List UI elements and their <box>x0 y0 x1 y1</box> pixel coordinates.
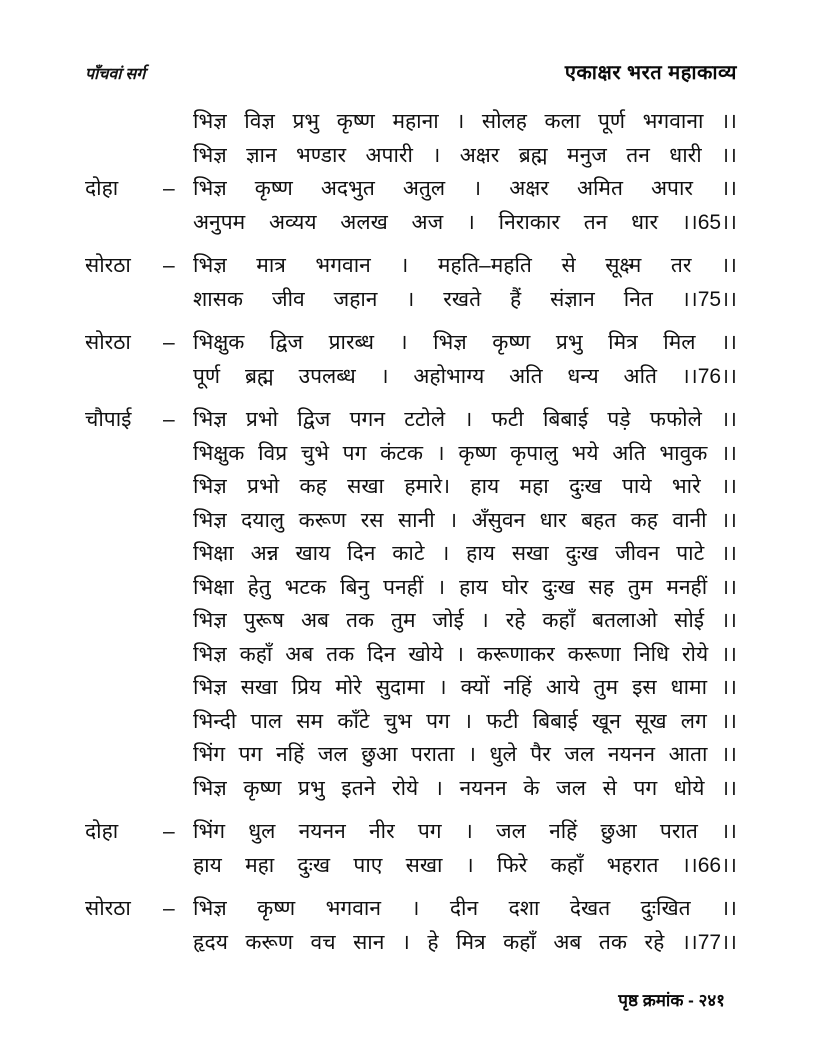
stanza-lines <box>193 892 737 959</box>
stanza-lines <box>193 172 737 239</box>
verse-line: शासक जीव जहान । रखते हैं संज्ञान नित ।।75।। <box>193 287 737 311</box>
stanza <box>85 326 737 393</box>
stanza-meter-label: सोरठा <box>85 897 131 920</box>
verse-line: अनुपम अव्यय अलख अज । निराकार तन धार ।।65।। <box>193 210 737 234</box>
page-number: पृष्ठ क्रमांक - २४१ <box>618 991 725 1010</box>
stanza-lines <box>193 815 737 882</box>
verse-line: भिज्ञ कहाँ अब तक दिन खोये । करूणाकर करूणा निधि रोये ।। <box>193 642 737 666</box>
verse-line: हाय महा दुःख पाए सखा । फिरे कहाँ भहरात ।।66।। <box>193 853 737 877</box>
verse-line: भिक्षा हेतु भटक बिनु पनहीं । हाय घोर दुःख सह तुम मनहीं ।। <box>193 575 737 599</box>
stanza-dash: – <box>163 177 175 200</box>
stanza-dash: – <box>163 331 175 354</box>
stanza-dash: – <box>163 897 175 920</box>
verse-line: भिज्ञ पुरूष अब तक तुम जोई । रहे कहाँ बतलाओ सोई ।। <box>193 609 737 632</box>
verse-line: भिक्षा अन्न खाय दिन काटे । हाय सखा दुःख जीवन पाटे ।। <box>193 542 737 565</box>
verse-line: भिज्ञ विज्ञ प्रभु कृष्ण महाना । सोलह कला पूर्ण भगवाना ।। <box>193 110 737 133</box>
verse-line: भिज्ञ कृष्ण भगवान । दीन दशा देखत दुःखित ।। <box>193 897 737 920</box>
stanza-lines <box>193 105 737 172</box>
stanza-list <box>85 105 737 959</box>
stanza <box>85 892 737 959</box>
stanza-meter-label: सोरठा <box>85 254 131 277</box>
stanza-meter-label: सोरठा <box>85 331 131 354</box>
book-title: एकाक्षर भरत महाकाव्य <box>564 62 737 84</box>
verse-line: भिक्षुक विप्र चुभे पग कंटक । कृष्ण कृपालु भये अति भावुक ।। <box>193 441 737 465</box>
stanza <box>85 403 737 805</box>
stanza-meter-label: दोहा <box>85 177 119 200</box>
verse-line: भिज्ञ सखा प्रिय मोरे सुदामा । क्यों नहिं आये तुम इस धामा ।। <box>193 676 737 699</box>
verse-line: भिक्षुक द्विज प्रारब्ध । भिज्ञ कृष्ण प्रभु मित्र मिल ।। <box>193 331 737 354</box>
stanza-dash: – <box>163 254 175 277</box>
stanza-lines <box>193 249 737 316</box>
verse-line: भिज्ञ प्रभो द्विज पगन टटोले । फटी बिबाई पड़े फफोले ।। <box>193 408 737 431</box>
verse-line: भिज्ञ दयालु करूण रस सानी । अँसुवन धार बहत कह वानी ।। <box>193 508 737 532</box>
verse-line: भिज्ञ ज्ञान भण्डार अपारी । अक्षर ब्रह्म मनुज तन धारी ।। <box>193 143 737 167</box>
verse-line: भिंग पग नहिं जल छुआ पराता । धुले पैर जल नयनन आता ।। <box>193 743 737 766</box>
verse-line: भिन्दी पाल सम काँटे चुभ पग । फटी बिबाई खून सूख लग ।। <box>193 709 737 733</box>
stanza-lines <box>193 326 737 393</box>
stanza-meter-label: चौपाई <box>85 408 132 431</box>
stanza <box>85 249 737 316</box>
verse-line: भिज्ञ प्रभो कह सखा हमारे। हाय महा दुःख पाये भारे ।। <box>193 475 737 498</box>
verse-line: भिज्ञ कृष्ण अदभुत अतुल । अक्षर अमित अपार ।। <box>193 177 737 200</box>
page-header <box>85 58 737 85</box>
verse-line: भिज्ञ मात्र भगवान । महति–महति से सूक्ष्म तर ।। <box>193 254 737 277</box>
verse-line: पूर्ण ब्रह्म उपलब्ध । अहोभाग्य अति धन्य अति ।।76।। <box>193 364 737 388</box>
stanza-dash: – <box>163 408 175 431</box>
verse-line: भिंग धुल नयनन नीर पग । जल नहिं छुआ परात ।। <box>193 820 737 843</box>
canto-name: पाँचवां सर्ग <box>85 66 146 83</box>
stanza <box>85 105 737 172</box>
stanza <box>85 815 737 882</box>
stanza-meter-label: दोहा <box>85 820 119 843</box>
stanza <box>85 172 737 239</box>
verse-line: भिज्ञ कृष्ण प्रभु इतने रोये । नयनन के जल से पग धोये ।। <box>193 776 737 800</box>
stanza-lines <box>193 403 737 805</box>
page-footer <box>618 988 725 1011</box>
stanza-dash: – <box>163 820 175 843</box>
verse-line: हृदय करूण वच सान । हे मित्र कहाँ अब तक रहे ।।77।। <box>193 930 737 954</box>
